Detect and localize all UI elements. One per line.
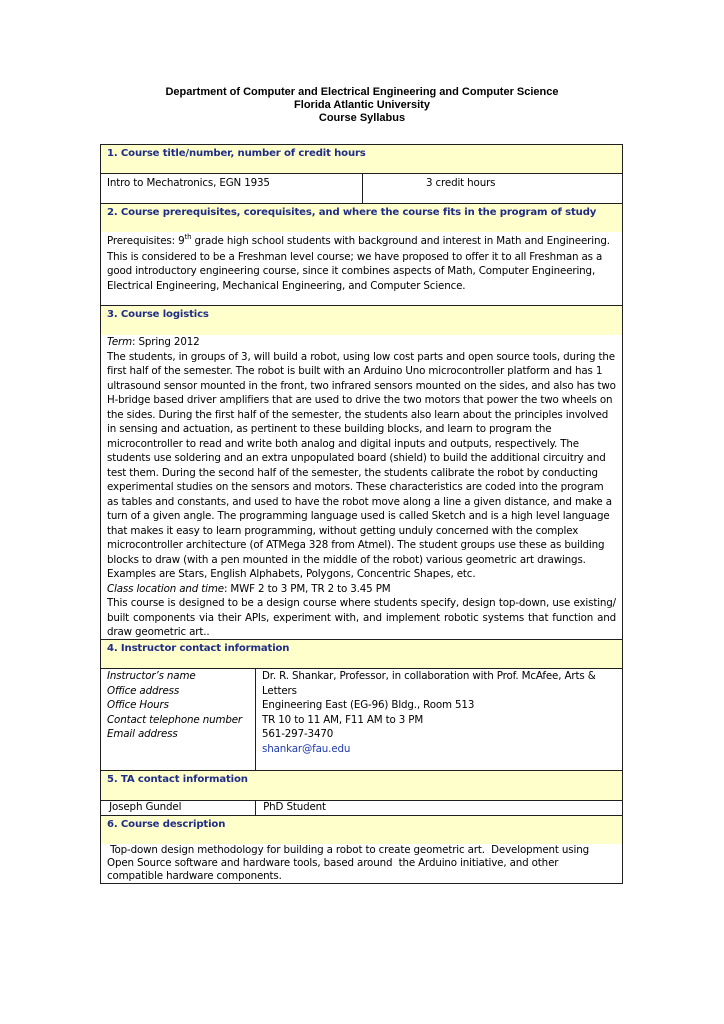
section-6-header: [100, 815, 623, 845]
section-1-body: [100, 173, 623, 204]
section-2-title: 2. Course prerequisites, corequisites, and where the course fits in the program of study: [107, 207, 597, 218]
section-6-title: 6. Course description: [107, 819, 226, 830]
prerequisites-sup: th: [184, 233, 192, 241]
class-line: [107, 582, 616, 597]
office-hours: TR 10 to 11 AM, F11 AM to 3 PM: [262, 713, 424, 726]
office-address: Engineering East (EG-96) Bldg., Room 513: [262, 699, 475, 711]
cell-divider: [255, 668, 256, 770]
section-5-body: [100, 800, 623, 816]
department-title: Department of Computer and Electrical Engineering and Computer Science: [165, 86, 559, 98]
ta-name: Joseph Gundel: [106, 801, 182, 813]
section-2-header: [100, 203, 623, 233]
university-title: Florida Atlantic University: [294, 99, 430, 111]
section-3-body: [100, 335, 623, 640]
term-label: Term: [107, 336, 133, 348]
course-title-cell: Intro to Mechatronics, EGN 1935: [107, 177, 270, 189]
instructor-name: Dr. R. Shankar, Professor, in collaboration with Prof. McAfee, Arts & Letters: [262, 670, 596, 697]
section-1-title: 1. Course title/number, number of credit hours: [107, 148, 366, 159]
instructor-values: [262, 669, 612, 756]
label-office-address: Office address: [107, 684, 180, 697]
ta-role: PhD Student: [260, 801, 326, 813]
credit-hours-cell: 3 credit hours: [426, 177, 496, 189]
phone-number: 561-297-3470: [262, 728, 334, 740]
prerequisites-text: grade high school students with background and interest in Math and Engineering. This is considered to be a Freshman level course; we have proposed to offer it to all Freshman as a good introductory engineering course, since it combines aspects of Math, Computer Engineering, Electrical Engineering, Mechanical Engineering, and Computer Science.: [107, 235, 610, 292]
logistics-description: The students, in groups of 3, will build a robot, using low cost parts and open source tools, during the first half of the semester. The robot is built with an Arduino Uno microcontroller platform and has 1 ultrasound sensor mounted in the front, two infrared sensors mounted on the sides, and also has two H-bridge based driver amplifiers that are used to drive the two motors that power the two wheels on the sides. During the first half of the semester, the students also learn about the principles involved in sensing and actuation, as pertinent to these building blocks, and learn to program the microcontroller to read and write both analog and digital inputs and outputs, respectively. The students use soldering and an extra unpopulated board (shield) to build the additional circuitry and test them. During the second half of the semester, the students calibrate the robot by conducting experimental studies on the sensors and motors. These characteristics are coded into the program as tables and constants, and used to have the robot move along a line a given distance, and make a turn of a given angle. The programming language used is called Sketch and is a high level language that makes it easy to learn programming, without getting unduly concerned with the complex microcontroller architecture (of ATMega 328 from Atmel). The student groups use these as building blocks to draw (with a pen mounted in the middle of the robot) various geometric art drawings. Examples are Stars, English Alphabets, Polygons, Concentric Shapes, etc.: [107, 350, 616, 580]
design-note: This course is designed to be a design course where students specify, design top-down, use existing/ built components via their APIs, experiment with, and implement robotic systems that function and draw geometric art..: [107, 597, 616, 638]
section-2-body: [100, 232, 623, 306]
label-instructor-name: Instructor’s name: [107, 670, 196, 682]
section-5-title: 5. TA contact information: [107, 774, 248, 785]
document-header: [0, 86, 724, 125]
section-3-header: [100, 305, 623, 336]
label-office-hours: Office Hours: [107, 699, 169, 711]
term-line: [107, 335, 616, 350]
section-1-header: [100, 144, 623, 174]
email-link[interactable]: shankar@fau.edu: [262, 742, 351, 755]
document-title: Course Syllabus: [318, 112, 406, 124]
course-description-text: Top-down design methodology for building a robot to create geometric art. Development using Open Source software and hardware tools, based around the Arduino initiative, and other compatible hardware components.: [107, 844, 593, 882]
term-value: : Spring 2012: [132, 336, 200, 348]
section-4-title: 4. Instructor contact information: [107, 643, 290, 654]
section-5-header: [100, 770, 623, 801]
label-phone: Contact telephone number: [107, 713, 242, 726]
section-4-header: [100, 639, 623, 669]
class-label: Class location and time: [107, 582, 224, 595]
cell-divider: [255, 800, 256, 815]
cell-divider: [362, 173, 363, 203]
prerequisites-prefix: Prerequisites: 9: [107, 235, 185, 247]
instructor-labels: [107, 669, 255, 742]
section-3-title: 3. Course logistics: [107, 309, 209, 320]
label-email: Email address: [107, 728, 178, 740]
class-value: : MWF 2 to 3 PM, TR 2 to 3.45 PM: [223, 582, 391, 595]
section-6-body: [100, 844, 623, 884]
section-4-body: [100, 668, 623, 771]
